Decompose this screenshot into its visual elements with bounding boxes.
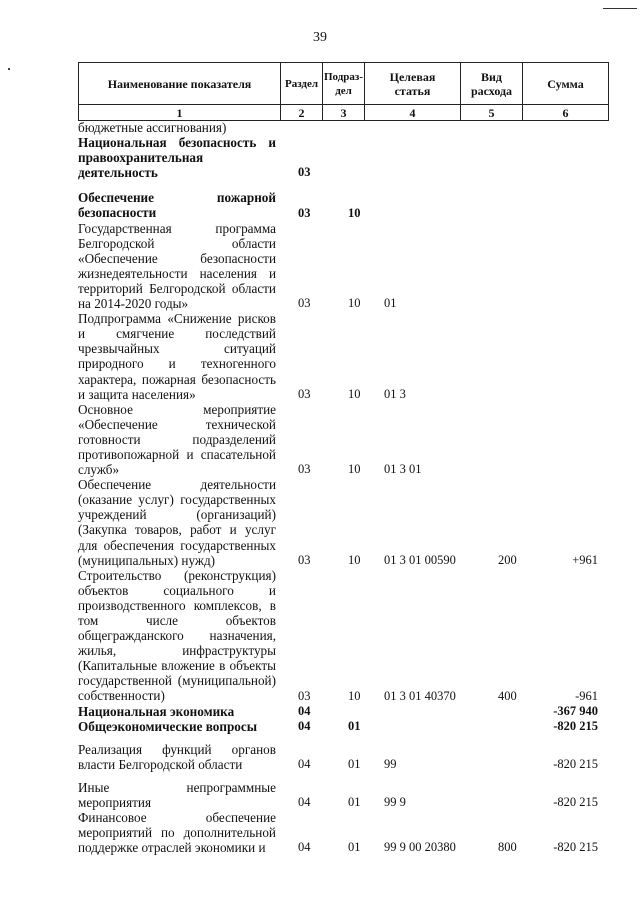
row-name-line: Иные непрограммные bbox=[78, 779, 276, 795]
row-celevaya: 01 3 01 40370 bbox=[384, 688, 456, 703]
row-name-line: Финансовое обеспечение bbox=[78, 810, 276, 826]
header-num-5: 5 bbox=[461, 105, 523, 121]
header-razdel: Раздел bbox=[281, 63, 323, 105]
row-name-line: Национальная безопасность и bbox=[78, 135, 276, 151]
row-name bbox=[78, 190, 276, 220]
row-celevaya: 99 9 00 20380 bbox=[384, 840, 456, 855]
row-podrazdel: 01 bbox=[348, 795, 361, 810]
row-name-line: Подпрограмма «Снижение рисков bbox=[78, 311, 276, 327]
row-name bbox=[78, 477, 276, 568]
table-row bbox=[78, 221, 610, 312]
row-name bbox=[78, 135, 276, 180]
row-razdel: 03 bbox=[298, 688, 311, 703]
row-name-line: характера, пожарная безопасность bbox=[78, 371, 276, 387]
row-name-line: поддержке отраслей экономики и bbox=[78, 840, 266, 856]
row-razdel: 04 bbox=[298, 703, 311, 718]
row-podrazdel: 01 bbox=[348, 840, 361, 855]
header-vid: Вид расхода bbox=[461, 63, 523, 105]
row-celevaya: 99 9 bbox=[384, 795, 406, 810]
row-name bbox=[78, 402, 276, 477]
table-row bbox=[78, 135, 610, 180]
row-podrazdel: 01 bbox=[348, 756, 361, 771]
table-row bbox=[78, 311, 610, 402]
row-name bbox=[78, 704, 276, 719]
row-name-line: общегражданского назначения, bbox=[78, 628, 276, 644]
row-name bbox=[78, 568, 276, 704]
row-name-line: территорий Белгородской области bbox=[78, 280, 276, 296]
row-razdel: 03 bbox=[298, 386, 311, 401]
row-podrazdel: 10 bbox=[348, 296, 361, 311]
table-row bbox=[78, 810, 610, 855]
table-row bbox=[78, 704, 610, 719]
row-gap bbox=[78, 734, 610, 742]
table-row bbox=[78, 477, 610, 568]
row-name bbox=[78, 120, 276, 135]
row-name bbox=[78, 221, 276, 312]
row-summa: -820 215 bbox=[553, 718, 598, 733]
row-razdel: 04 bbox=[298, 756, 311, 771]
row-name-line: готовности подразделений bbox=[78, 431, 276, 447]
row-razdel: 04 bbox=[298, 840, 311, 855]
row-name-line: безопасности bbox=[78, 205, 157, 221]
row-name-line: Государственная программа bbox=[78, 220, 276, 236]
row-gap bbox=[78, 180, 610, 190]
table-row bbox=[78, 402, 610, 477]
row-name-line: Белгородской области bbox=[78, 235, 276, 251]
row-name-line: служб» bbox=[78, 462, 120, 478]
row-podrazdel: 01 bbox=[348, 718, 361, 733]
row-name-line: Обеспечение пожарной bbox=[78, 190, 276, 206]
header-name: Наименование показателя bbox=[79, 63, 281, 105]
row-summa: -367 940 bbox=[553, 703, 598, 718]
row-name-line: деятельность bbox=[78, 165, 158, 181]
header-num-1: 1 bbox=[79, 105, 281, 121]
row-name-line: (оказание услуг) государственных bbox=[78, 492, 276, 508]
row-name-line: производственного комплексов, в bbox=[78, 597, 276, 613]
row-celevaya: 99 bbox=[384, 756, 397, 771]
table-row bbox=[78, 742, 610, 772]
row-name-line: Строительство (реконструкция) bbox=[78, 567, 276, 583]
row-name bbox=[78, 780, 276, 810]
row-name-line: власти Белгородской области bbox=[78, 756, 243, 772]
row-name-line: Обеспечение деятельности bbox=[78, 477, 276, 493]
table-row bbox=[78, 568, 610, 704]
row-name-line: мероприятия bbox=[78, 795, 152, 811]
row-name-line: и защита населения» bbox=[78, 386, 196, 402]
row-name-line: правоохранительная bbox=[78, 150, 204, 166]
row-razdel: 03 bbox=[298, 462, 311, 477]
header-num-6: 6 bbox=[523, 105, 609, 121]
row-name-line: Реализация функций органов bbox=[78, 741, 276, 757]
header-celevaya: Целевая статья bbox=[365, 63, 461, 105]
table-row bbox=[78, 719, 610, 734]
row-name bbox=[78, 719, 276, 734]
row-vid: 400 bbox=[498, 688, 517, 703]
header-num-4: 4 bbox=[365, 105, 461, 121]
row-name-line: на 2014-2020 годы» bbox=[78, 296, 189, 312]
row-podrazdel: 10 bbox=[348, 462, 361, 477]
row-name-line: (Капитальные вложение в объекты bbox=[78, 658, 276, 674]
row-name-line: «Обеспечение технической bbox=[78, 416, 276, 432]
row-name-line: «Обеспечение безопасности bbox=[78, 250, 276, 266]
table-header bbox=[78, 62, 609, 121]
row-name-line: жизнедеятельности населения и bbox=[78, 265, 276, 281]
row-celevaya: 01 3 01 bbox=[384, 462, 422, 477]
row-vid: 200 bbox=[498, 552, 517, 567]
margin-dot bbox=[8, 68, 10, 70]
row-name-line: том числе объектов bbox=[78, 613, 276, 628]
row-name-line: жилья, инфраструктуры bbox=[78, 643, 276, 659]
row-name-line: Национальная экономика bbox=[78, 703, 235, 719]
row-vid: 800 bbox=[498, 840, 517, 855]
row-summa: -961 bbox=[575, 688, 598, 703]
row-name-line: Общеэкономические вопросы bbox=[78, 718, 258, 734]
row-name-line: мероприятий по дополнительной bbox=[78, 825, 276, 841]
row-podrazdel: 10 bbox=[348, 386, 361, 401]
row-name-line: объектов социального и bbox=[78, 582, 276, 598]
row-name-line: (Закупка товаров, работ и услуг bbox=[78, 522, 276, 538]
row-summa: -820 215 bbox=[553, 795, 598, 810]
row-name-line: природного и техногенного bbox=[78, 356, 276, 372]
table-row bbox=[78, 190, 610, 220]
header-num-3: 3 bbox=[323, 105, 365, 121]
row-gap bbox=[78, 772, 610, 780]
row-razdel: 04 bbox=[298, 795, 311, 810]
row-name-line: (муниципальных) нужд) bbox=[78, 552, 216, 568]
row-razdel: 04 bbox=[298, 718, 311, 733]
row-name-line: учреждений (организаций) bbox=[78, 507, 276, 523]
header-summa: Сумма bbox=[523, 63, 609, 105]
header-podrazdel: Подраз- дел bbox=[323, 63, 365, 105]
row-podrazdel: 10 bbox=[348, 552, 361, 567]
row-name-line: и смягчение последствий bbox=[78, 326, 276, 342]
row-summa: -820 215 bbox=[553, 756, 598, 771]
corner-mark bbox=[603, 8, 637, 9]
row-razdel: 03 bbox=[298, 205, 311, 220]
row-name bbox=[78, 311, 276, 402]
row-summa: +961 bbox=[572, 552, 598, 567]
row-podrazdel: 10 bbox=[348, 688, 361, 703]
row-razdel: 03 bbox=[298, 165, 311, 180]
row-name-line: Основное мероприятие bbox=[78, 401, 276, 417]
row-razdel: 03 bbox=[298, 552, 311, 567]
table-row bbox=[78, 120, 610, 135]
row-podrazdel: 10 bbox=[348, 205, 361, 220]
row-celevaya: 01 bbox=[384, 296, 397, 311]
row-celevaya: 01 3 bbox=[384, 386, 406, 401]
row-name-line: противопожарной и спасательной bbox=[78, 446, 276, 462]
row-celevaya: 01 3 01 00590 bbox=[384, 552, 456, 567]
row-name-line: государственной (муниципальной) bbox=[78, 673, 276, 689]
page-number: 39 bbox=[313, 30, 327, 45]
row-name bbox=[78, 742, 276, 772]
row-summa: -820 215 bbox=[553, 840, 598, 855]
header-num-2: 2 bbox=[281, 105, 323, 121]
row-name-line: бюджетные ассигнования) bbox=[78, 120, 227, 135]
row-name bbox=[78, 810, 276, 855]
table-row bbox=[78, 780, 610, 810]
row-name-line: для обеспечения государственных bbox=[78, 537, 276, 553]
row-razdel: 03 bbox=[298, 296, 311, 311]
table-body bbox=[78, 120, 610, 855]
row-name-line: собственности) bbox=[78, 688, 165, 704]
row-name-line: чрезвычайных ситуаций bbox=[78, 341, 276, 357]
